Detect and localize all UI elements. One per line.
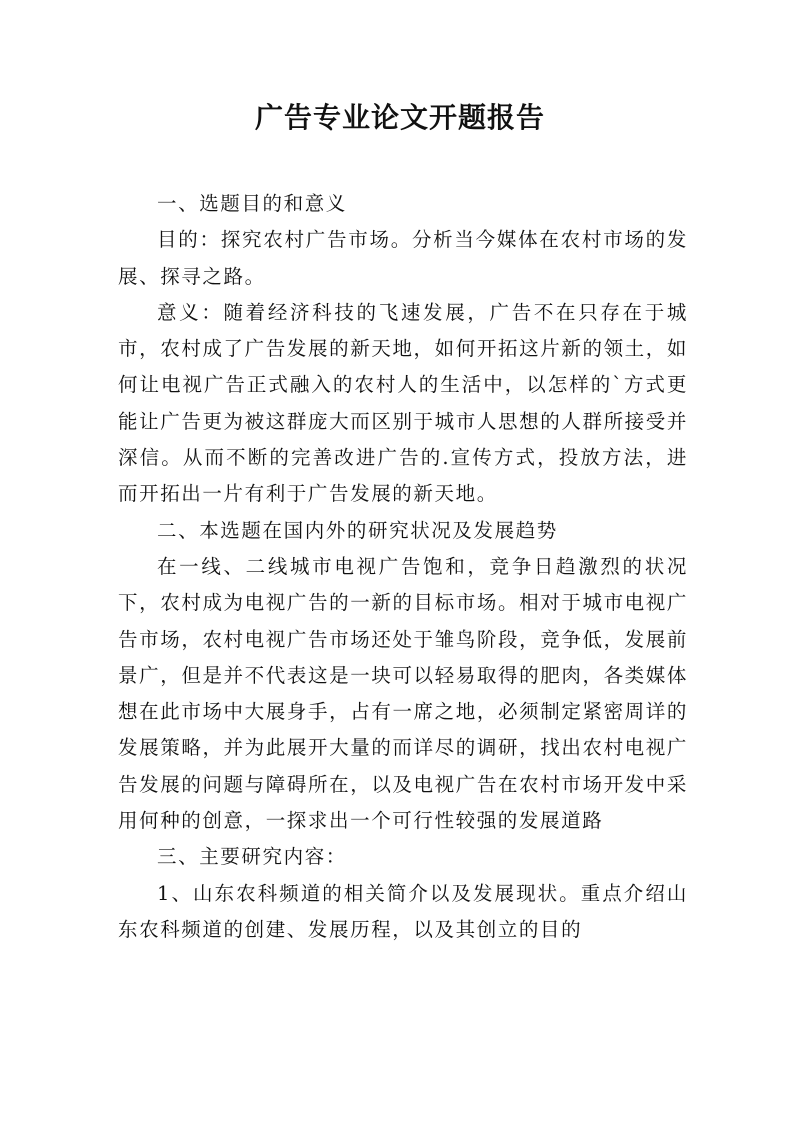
paragraph-research-status: 在一线、二线城市电视广告饱和，竞争日趋激烈的状况下，农村成为电视广告的一新的目标市场。相对于城市电视广告市场，农村电视广告市场还处于雏鸟阶段，竞争低，发展前景广，但是并不代表这是一块可以轻易取得的肥肉，各类媒体想在此市场中大展身手，占有一席之地，必须制定紧密周详的发展策略，并为此展开大量的而详尽的调研，找出农村电视广告发展的问题与障碍所在，以及电视广告在农村市场开发中采用何种的创意，一探求出一个可行性较强的发展道路 [118, 554, 688, 833]
section-heading-main-content: 三、主要研究内容： [157, 845, 347, 869]
document-body [118, 186, 688, 948]
paragraph-main-content-item-1: 1、山东农科频道的相关简介以及发展现状。重点介绍山东农科频道的创建、发展历程，以及其创立的目的 [118, 881, 688, 941]
section-heading-research-status: 二、本选题在国内外的研究状况及发展趋势 [157, 518, 558, 542]
section-heading-purpose: 一、选题目的和意义 [157, 192, 347, 215]
document-title: 广告专业论文开题报告 [254, 101, 545, 134]
paragraph-significance: 意义：随着经济科技的飞速发展，广告不在只存在于城市，农村成了广告发展的新天地，如何开拓这片新的领土，如何让电视广告正式融入的农村人的生活中，以怎样的`方式更能让广告更为被这群庞大而区别于城市人思想的人群所接受并深信。从而不断的完善改进广告的.宣传方式，投放方法，进而开拓出一片有利于广告发展的新天地。 [118, 300, 688, 506]
paragraph-purpose: 目的：探究农村广告市场。分析当今媒体在农村市场的发展、探寻之路。 [118, 228, 688, 288]
